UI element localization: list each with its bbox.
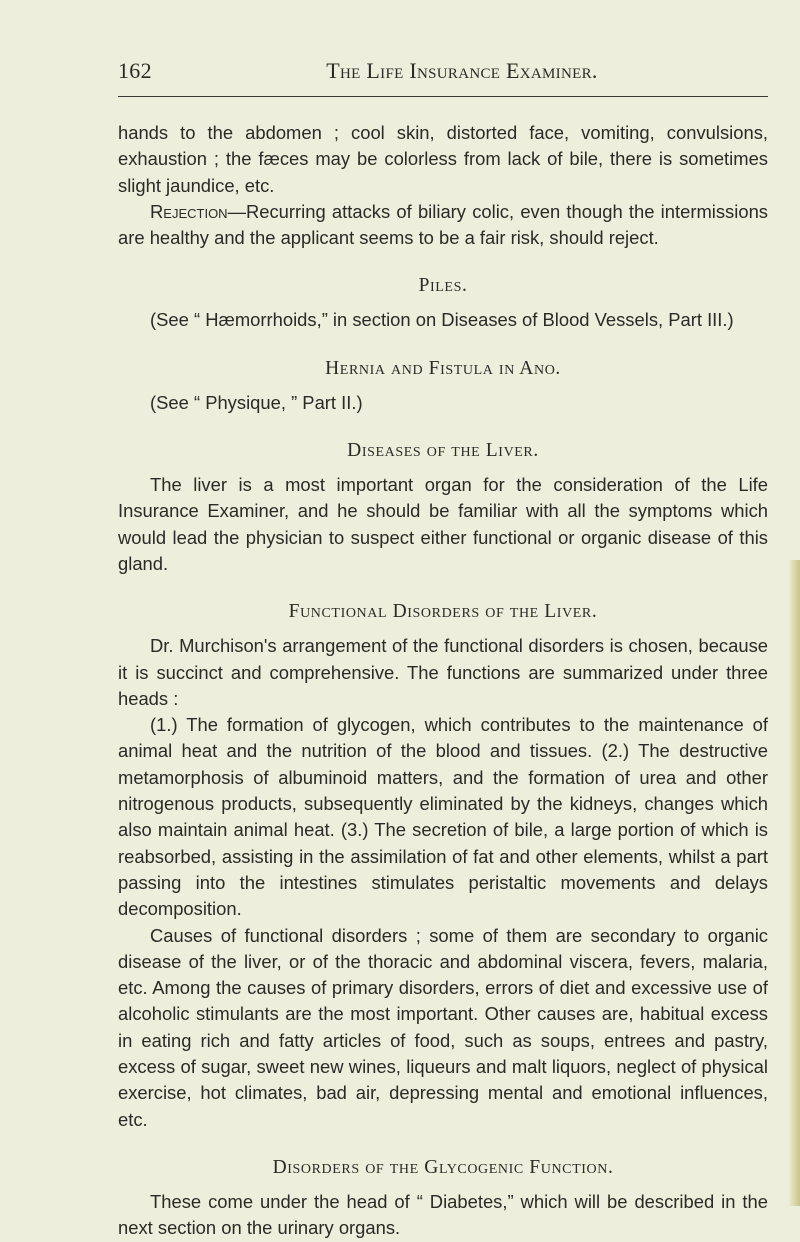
paragraph-liver: The liver is a most important organ for the consideration of the Life Insurance Examiner, and he should be familiar with all the symptoms which would lead the physician to suspect either functional or organic disease of this gland. bbox=[118, 474, 768, 574]
page-body bbox=[118, 120, 768, 1242]
heading-functional-disorders: Functional Disorders of the Liver. bbox=[288, 601, 598, 623]
page-edge-shading bbox=[788, 560, 800, 1206]
rejection-label: Rejection bbox=[150, 200, 228, 222]
heading-diseases-liver: Diseases of the Liver. bbox=[347, 440, 539, 462]
paragraph-functions: (1.) The formation of glycogen, which contributes to the maintenance of animal heat and the nutrition of the blood and tissues. (2.) The destructive metamorphosis of albuminoid matters, and the formation of urea and other nitrogenous products, subsequently eliminated by the kidneys, changes which also maintain animal heat. (3.) The secretion of bile, a large portion of which is reabsorbed, assisting in the assimilation of fat and other elements, whilst a part passing into the intestines stimulates peristaltic movements and delays decomposition. bbox=[118, 714, 768, 920]
page-number: 162 bbox=[118, 58, 152, 83]
rejection-text: —Recurring attacks of biliary colic, even though the intermissions are healthy and the applicant seems to be a fair risk, should reject. bbox=[118, 200, 768, 249]
header-rule bbox=[118, 96, 768, 97]
running-title: The Life Insurance Examiner. bbox=[326, 58, 598, 83]
paragraph-colic-symptoms: hands to the abdomen ; cool skin, distorted face, vomiting, convulsions, exhaustion ; the fæces may be colorless from lack of bile, there is sometimes slight jaundice, etc. bbox=[118, 122, 768, 196]
paragraph-causes: Causes of functional disorders ; some of them are secondary to organic disease of the liver, or of the thoracic and abdominal viscera, fevers, malaria, etc. Among the causes of primary disorders, errors of diet and excessive use of alcoholic stimulants are the most important. Other causes are, habitual excess in eating rich and fatty articles of food, such as soups, entrees and pastry, excess of sugar, sweet new wines, liqueurs and malt liquors, neglect of physical exercise, hot climates, bad air, depressing mental and emotional influences, etc. bbox=[118, 924, 768, 1130]
paragraph-murchison: Dr. Murchison's arrangement of the functional disorders is chosen, because it is succinct and comprehensive. The functions are summarized under three heads : bbox=[118, 635, 768, 709]
paragraph-rejection bbox=[118, 199, 768, 252]
paragraph-piles: (See “ Hæmorrhoids,” in section on Diseases of Blood Vessels, Part III.) bbox=[150, 309, 734, 331]
paragraph-diabetes: These come under the head of “ Diabetes,” which will be described in the next section on the urinary organs. bbox=[118, 1190, 768, 1239]
heading-piles: Piles. bbox=[418, 275, 468, 297]
paragraph-hernia: (See “ Physique, ” Part II.) bbox=[150, 391, 363, 413]
heading-glycogenic: Disorders of the Glycogenic Function. bbox=[272, 1156, 614, 1178]
heading-hernia: Hernia and Fistula in Ano. bbox=[325, 357, 561, 379]
